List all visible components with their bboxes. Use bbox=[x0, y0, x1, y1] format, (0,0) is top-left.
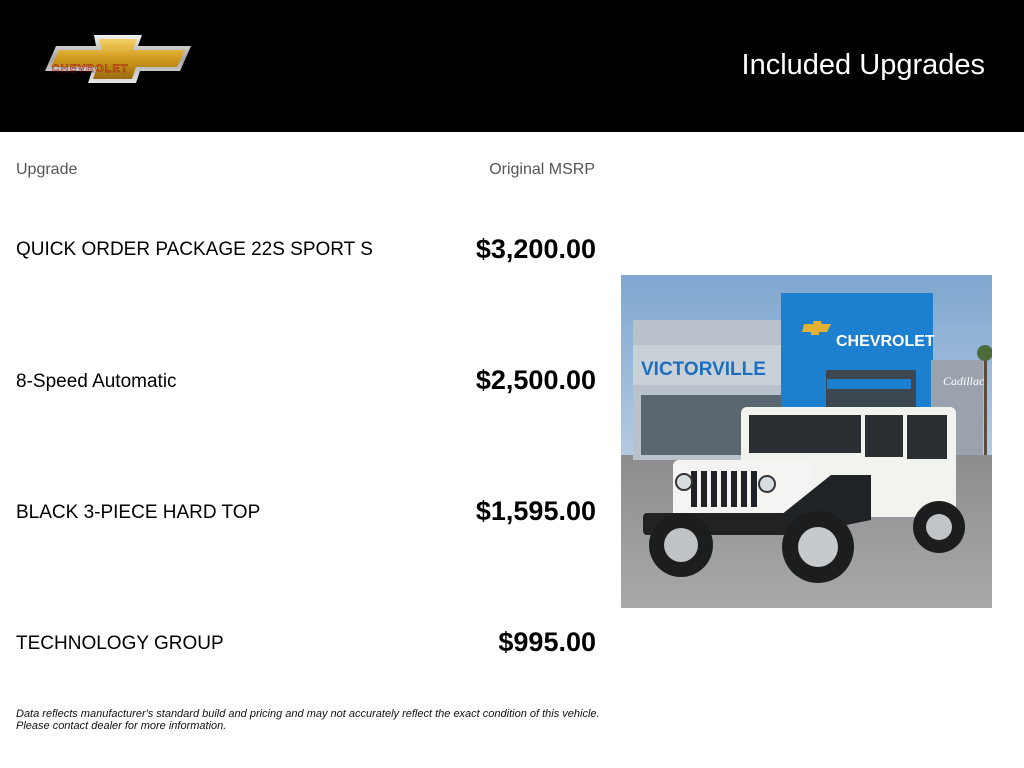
upgrade-price: $2,500.00 bbox=[475, 365, 596, 395]
upgrade-price: $1,595.00 bbox=[475, 496, 596, 526]
upgrade-price: $995.00 bbox=[498, 627, 596, 657]
dealer-sign: VICTORVILLE bbox=[641, 359, 766, 380]
vehicle-photo-illustration bbox=[621, 275, 992, 608]
chevrolet-sign: CHEVROLET bbox=[836, 333, 935, 350]
upgrade-label: 8-Speed Automatic bbox=[16, 371, 177, 392]
upgrade-price: $3,200.00 bbox=[475, 234, 596, 264]
column-header-upgrade: Upgrade bbox=[16, 161, 78, 178]
disclaimer-line: Please contact dealer for more information. bbox=[16, 720, 227, 732]
cadillac-sign: Cadillac bbox=[943, 374, 985, 388]
disclaimer bbox=[16, 708, 616, 732]
upgrade-label: TECHNOLOGY GROUP bbox=[16, 633, 224, 654]
brand-wordmark: CHEVROLET bbox=[51, 63, 129, 75]
header-bar bbox=[0, 0, 1024, 132]
upgrade-label: BLACK 3-PIECE HARD TOP bbox=[16, 502, 261, 523]
vehicle-photo bbox=[621, 275, 992, 608]
column-header-msrp: Original MSRP bbox=[489, 161, 595, 178]
disclaimer-line: Data reflects manufacturer's standard build and pricing and may not accurately reflect the exact condition of this vehicle. bbox=[16, 708, 600, 720]
upgrade-label: QUICK ORDER PACKAGE 22S SPORT S bbox=[16, 239, 373, 260]
page-title: Included Upgrades bbox=[741, 49, 985, 81]
